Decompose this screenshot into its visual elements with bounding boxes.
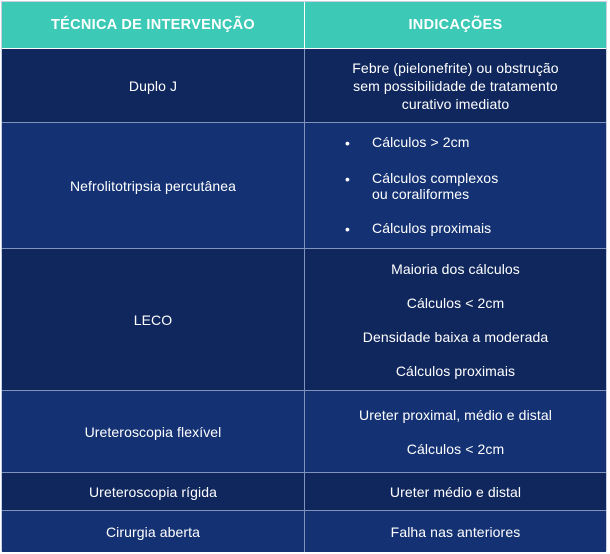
- indication-line: Febre (pielonefrite) ou obstrução: [352, 59, 559, 76]
- indication-item: Cálculos proximais: [395, 362, 516, 379]
- indication-line: sem possibilidade de tratamento: [353, 77, 558, 94]
- table-header-row: [2, 2, 606, 49]
- technique-cell: LECO: [2, 249, 305, 390]
- indication-cell: Ureter médio e distal: [389, 483, 522, 500]
- indication-cell: [305, 123, 606, 248]
- indication-item: Densidade baixa a moderada: [362, 328, 549, 345]
- table-row-nefrolitotripsia: [2, 123, 606, 249]
- technique-cell: Cirurgia aberta: [2, 511, 305, 552]
- indication-item: Cálculos < 2cm: [406, 294, 505, 311]
- indication-cell: Falha nas anteriores: [390, 523, 521, 540]
- header-technique: TÉCNICA DE INTERVENÇÃO: [2, 2, 305, 48]
- bullet-line: Cálculos proximais: [372, 219, 492, 236]
- bullet-icon: •: [345, 170, 351, 187]
- bullet-line: Cálculos > 2cm: [372, 133, 470, 150]
- table-row-leco: [2, 249, 606, 391]
- bullet-icon: •: [345, 134, 351, 151]
- indication-item: Maioria dos cálculos: [391, 260, 520, 277]
- technique-cell: Ureteroscopia rígida: [2, 473, 305, 510]
- bullet-item: [345, 170, 498, 202]
- technique-cell: Duplo J: [2, 49, 305, 122]
- indication-cell: [305, 391, 606, 472]
- indication-cell: [305, 49, 606, 122]
- table-row-ureteroscopia-rigida: [2, 473, 606, 511]
- indication-item: Cálculos < 2cm: [406, 440, 505, 457]
- table-row-ureteroscopia-flexivel: [2, 391, 606, 473]
- bullet-line: Cálculos complexos: [372, 169, 499, 186]
- indications-table: [1, 1, 607, 551]
- indication-line: curativo imediato: [401, 95, 510, 112]
- bullet-text: [372, 134, 470, 150]
- technique-cell: Nefrolitotripsia percutânea: [2, 123, 305, 248]
- technique-cell: Ureteroscopia flexível: [2, 391, 305, 472]
- table-row-cirurgia-aberta: [2, 511, 606, 552]
- bullet-text: [372, 170, 498, 202]
- header-indications: INDICAÇÕES: [408, 17, 503, 33]
- bullet-text: [372, 220, 491, 236]
- table-row-duplo-j: [2, 49, 606, 123]
- bullet-icon: •: [345, 220, 351, 237]
- indication-cell: [305, 249, 606, 390]
- bullet-item: [345, 134, 470, 152]
- bullet-item: [345, 220, 491, 238]
- bullet-list: [305, 125, 606, 247]
- bullet-line: ou coraliformes: [372, 185, 470, 202]
- indication-item: Ureter proximal, médio e distal: [359, 406, 552, 423]
